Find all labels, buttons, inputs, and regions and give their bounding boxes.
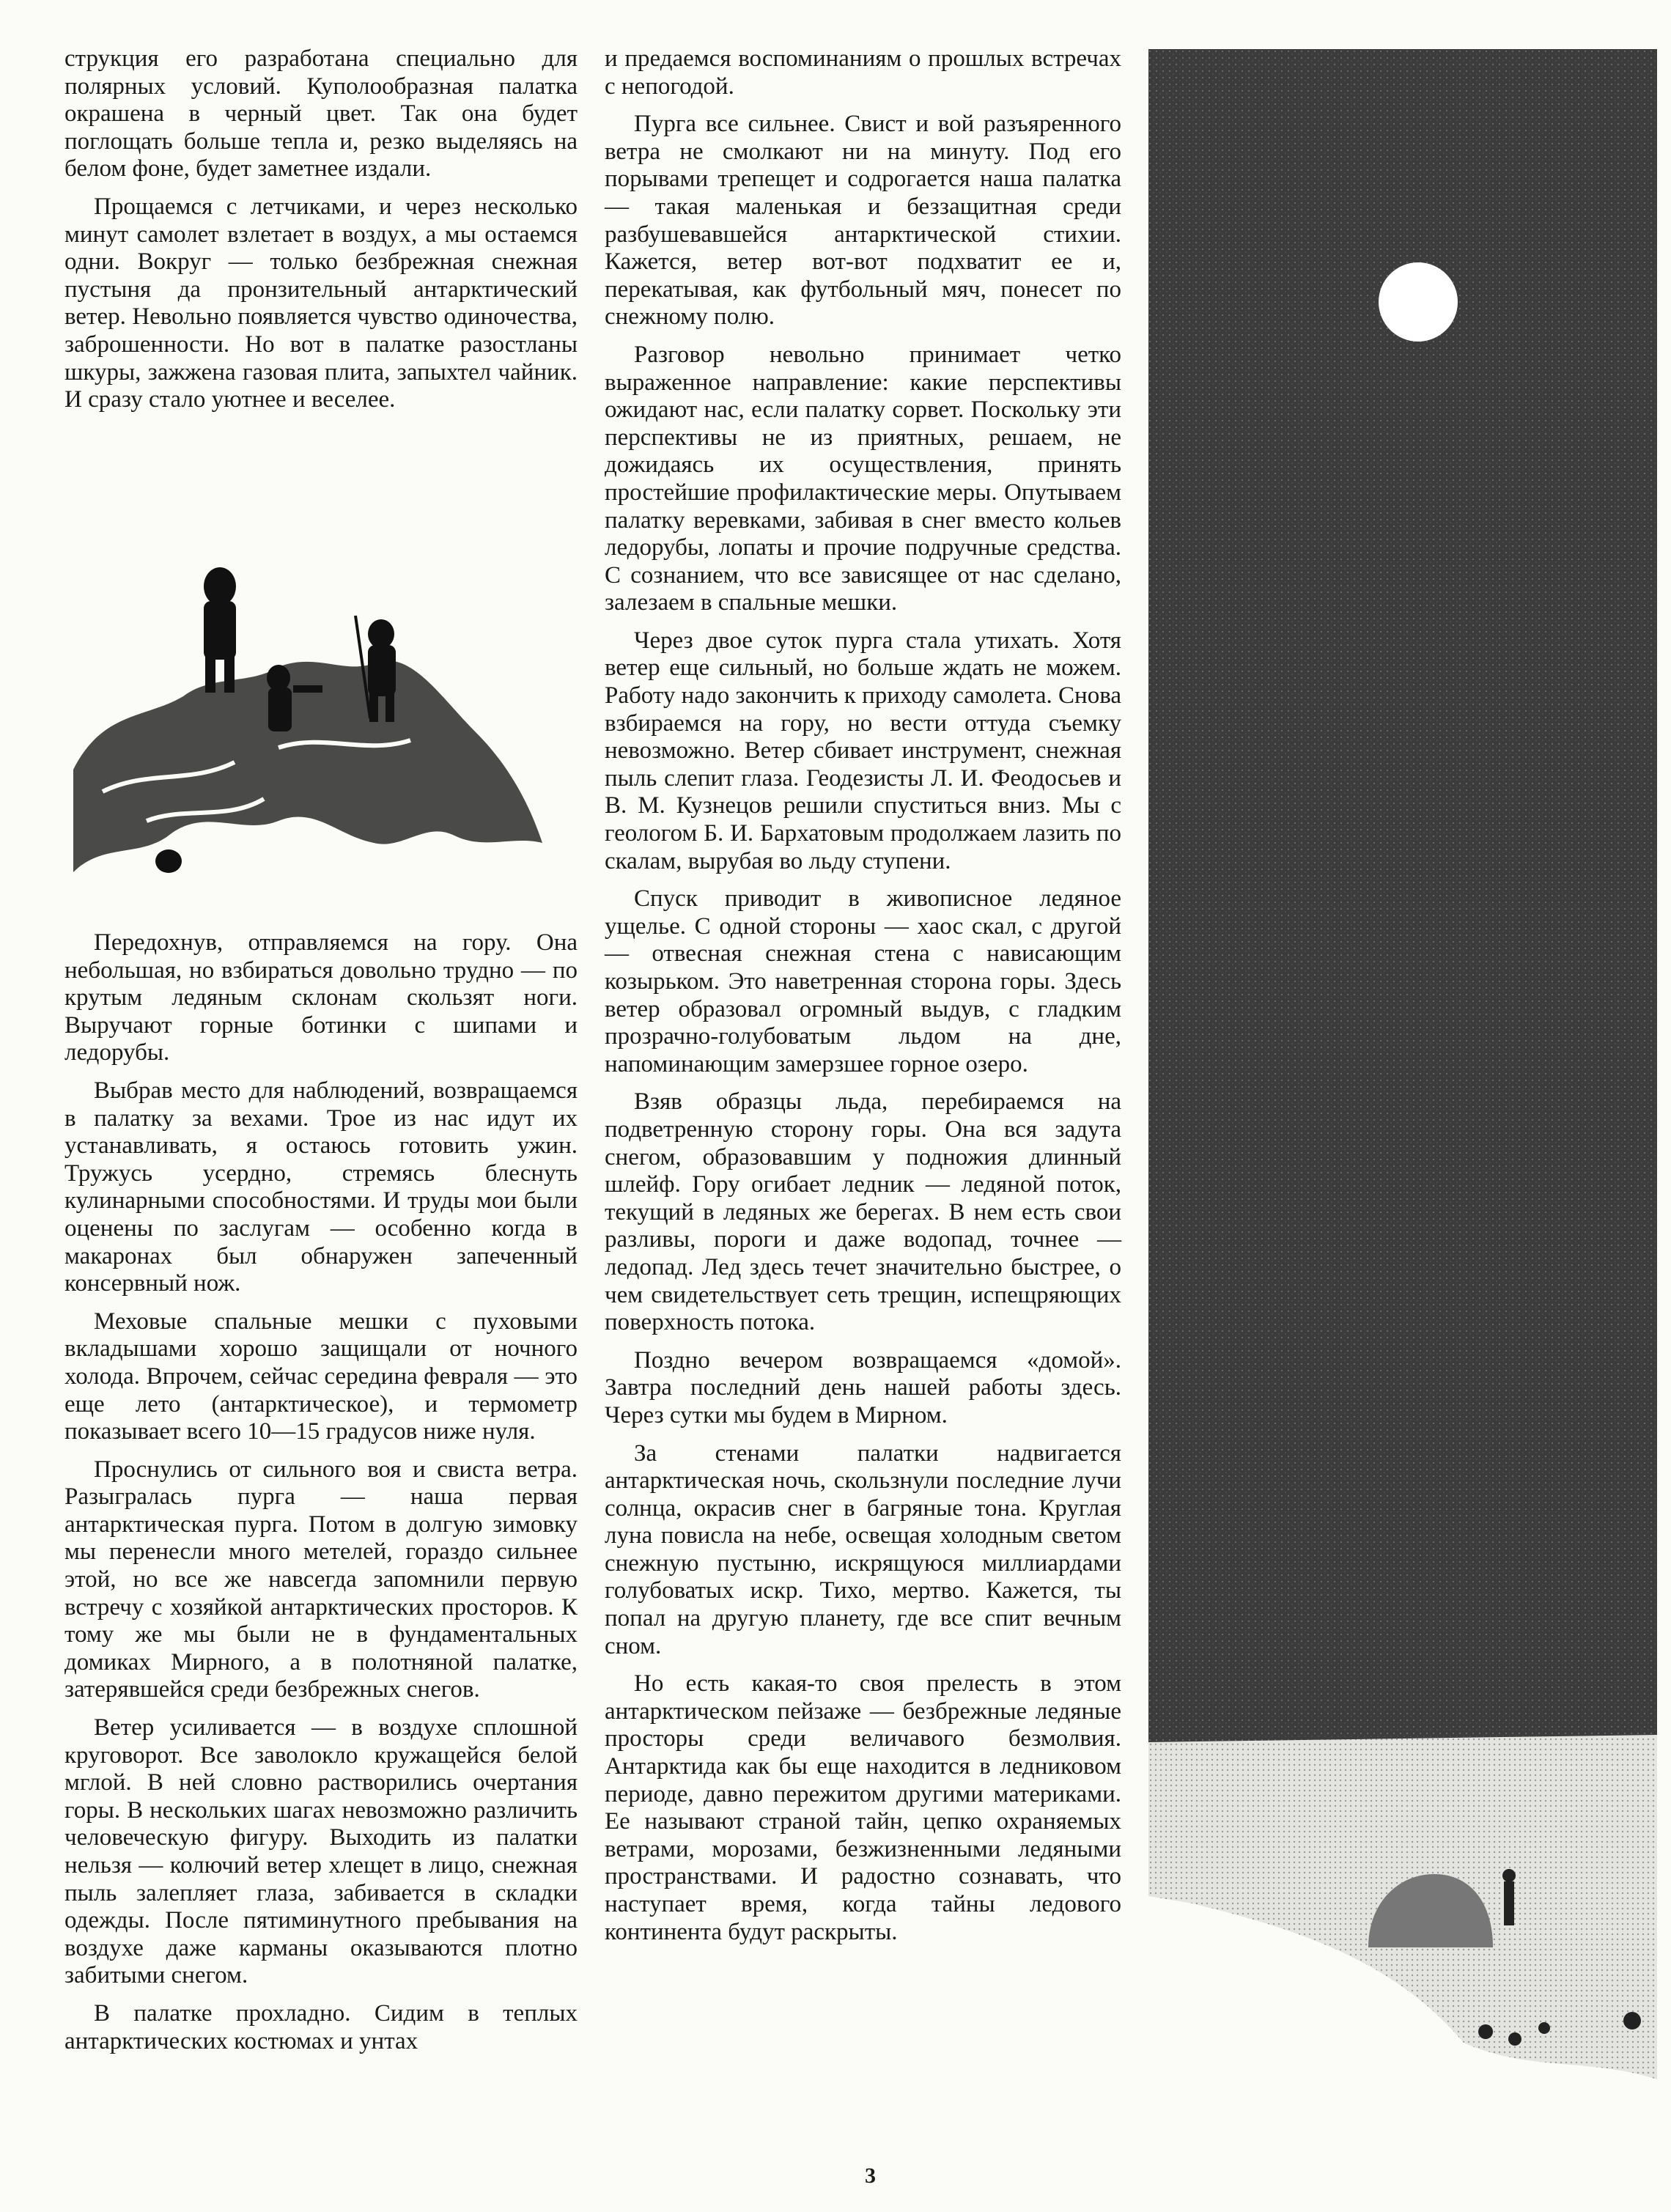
middle-column-text [605,45,1121,1956]
paragraph: Ветер усиливается — в воздухе сплошной круговорот. Все заволокло кружащейся белой мглой. В ней словно растворились очертания горы. В нескольких шагах невозможно различить человеческую фигуру. Выходить из палатки нельзя — колючий ветер хлещет в лицо, снежная пыль залепляет глаза, забивается в складки одежды. После пятиминутного пребывания на воздухе даже карманы оказываются плотно забитыми снегом. [64,1714,578,1989]
paragraph: Меховые спальные мешки с пуховыми вкладышами хорошо защищали от ночного холода. Впрочем, сейчас середина февраля — это еще лето (антарктическое), и термометр показывает всего 10—15 градусов ниже нуля. [64,1308,578,1445]
paragraph: Через двое суток пурга стала утихать. Хотя ветер еще сильный, но больше ждать не можем. Работу надо закончить к приходу самолета. Снова взбираемся на гору, но вести оттуда съемку невозможно. Ветер сбивает инструмент, снежная пыль слепит глаза. Геодезисты Л. И. Феодосьев и В. М. Кузнецов решили спуститься вниз. Мы с геологом Б. И. Бархатовым продолжаем лазить по скалам, вырубая во льду ступени. [605,627,1121,874]
page-number: 3 [865,2164,876,2188]
paragraph: струкция его разработана специально для полярных условий. Куполообразная палатка окрашена в черный цвет. Так она будет поглощать больше тепла и, резко выделяясь на белом фоне, будет заметнее издали. [64,45,578,183]
paragraph: В палатке прохладно. Сидим в теплых антарктических костюмах и унтах [64,1999,578,2054]
paragraph: и предаемся воспоминаниям о прошлых встречах с непогодой. [605,45,1121,100]
paragraph: Поздно вечером возвращаемся «домой». Завтра последний день нашей работы здесь. Через сутки мы будем в Мирном. [605,1346,1121,1428]
moon [1379,262,1458,342]
left-column-top-text [64,45,578,424]
paragraph: Пурга все сильнее. Свист и вой разъяренного ветра не смолкают ни на минуту. Под его порывами трепещет и содрогается наша палатка — такая маленькая и беззащитная среди разбушевавшейся антарктической стихии. Кажется, ветер вот-вот подхватит ее и, перекатывая, как футбольный мяч, понесет по снежному полю. [605,111,1121,331]
paragraph: Проснулись от сильного воя и свиста ветра. Разыгралась пурга — наша первая антарктическая пурга. Потом в долгую зимовку мы перенесли много метелей, гораздо сильнее этой, но все же навсегда запомнили первую встречу с хозяйкой антарктических просторов. К тому же мы были не в фундаментальных домиках Мирного, а в полотняной палатке, затерявшейся среди безбрежных снегов. [64,1456,578,1703]
climbers-illustration [59,528,572,902]
paragraph: Но есть какая-то своя прелесть в этом антарктическом пейзаже — безбрежные ледяные просторы среди величавого безмолвия. Антарктида как бы еще находится в ледниковом периоде, давно пережитом другими материками. Ее называют страной тайн, цепко охраняемых ветрами, морозами, безжизненными ледяными пространствами. И радостно сознавать, что наступает время, когда тайны ледового континента будут раскрыты. [605,1670,1121,1945]
antarctic-night-illustration [1148,49,1657,2079]
paragraph: За стенами палатки надвигается антарктическая ночь, скользнули последние лучи солнца, окрасив снег в багряные тона. Круглая луна повисла на небе, освещая холодным светом снежную пустыню, искрящуюся миллиардами голубоватых искр. Тихо, мертво. Кажется, ты попал на другую планету, где все спит вечным сном. [605,1439,1121,1659]
paragraph: Передохнув, отправляемся на гору. Она небольшая, но взбираться довольно трудно — по крутым ледяным склонам скользят ноги. Выручают горные ботинки с шипами и ледорубы. [64,929,578,1066]
paragraph: Спуск приводит в живописное ледяное ущелье. С одной стороны — хаос скал, с другой — отвесная снежная стена с нависающим козырьком. Это наветренная сторона горы. Здесь ветер образовал огромный выдув, с гладким прозрачно-голубоватым льдом на дне, напоминающим замерзшее горное озеро. [605,885,1121,1077]
paragraph: Выбрав место для наблюдений, возвращаемся в палатку за вехами. Трое из нас идут их устанавливать, я остаюсь готовить ужин. Тружусь усердно, стремясь блеснуть кулинарными способностями. И труды мои были оценены по заслугам — особенно когда в макаронах был обнаружен запеченный консервный нож. [64,1077,578,1297]
paragraph: Прощаемся с летчиками, и через несколько минут самолет взлетает в воздух, а мы остаемся одни. Вокруг — только безбрежная снежная пустыня да пронзительный антарктический ветер. Невольно появляется чувство одиночества, заброшенности. Но вот в палатке разостланы шкуры, зажжена газовая плита, запыхтел чайник. И сразу стало уютнее и веселее. [64,193,578,413]
left-column-bottom-text [64,929,578,2065]
figure [1504,1881,1514,1925]
paragraph: Взяв образцы льда, перебираемся на подветренную сторону горы. Она вся задута снегом, образовавшим у подножия длинный шлейф. Гору огибает ледник — ледяной поток, текущий в ледяных же берегах. В нем есть свои разливы, пороги и даже водопад, точнее — ледопад. Лед здесь течет значительно быстрее, о чем свидетельствует сеть трещин, испещряющих поверхность потока. [605,1088,1121,1336]
paragraph: Разговор невольно принимает четко выраженное направление: какие перспективы ожидают нас, если палатку сорвет. Поскольку эти перспективы не из приятных, решаем, не дожидаясь их осуществления, принять простейшие профилактические меры. Опутываем палатку веревками, забивая в снег вместо кольев ледорубы, лопаты и прочие подручные средства. С сознанием, что все зависящее от нас сделано, залезаем в спальные мешки. [605,341,1121,616]
